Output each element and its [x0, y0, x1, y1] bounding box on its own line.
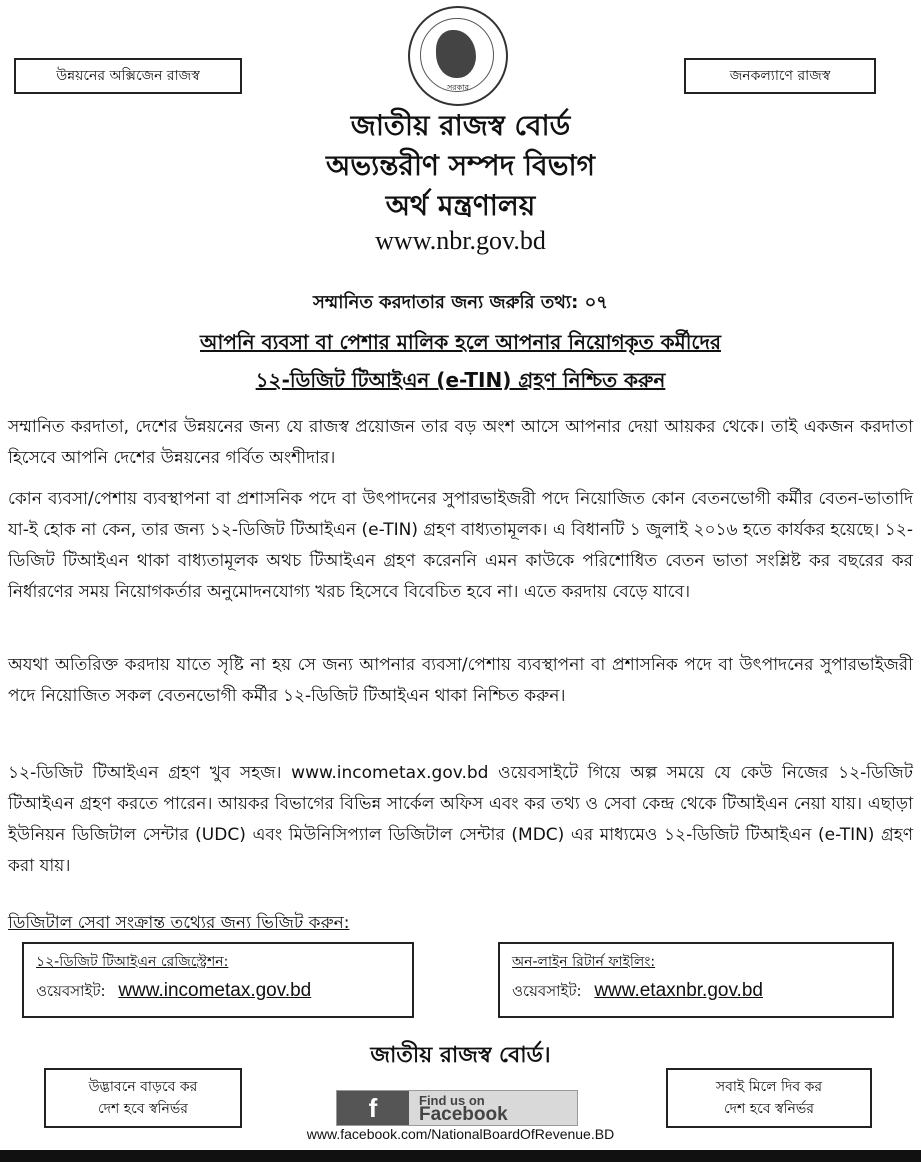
paragraph-3: অযথা অতিরিক্ত করদায় যাতে সৃষ্টি না হয় সে জন্য আপনার ব্যবসা/পেশায় ব্যবস্থাপনা বা প্রশাসনিক পদে বা উৎপাদনের সুপারভাইজরী পদে নিয়োজিত সকল বেতনভোগী কর্মীর ১২-ডিজিট টিআইএন থাকা নিশ্চিত করুন।	[8, 655, 913, 706]
facebook-url[interactable]: www.facebook.com/NationalBoardOfRevenue.BD	[306, 1126, 615, 1142]
emblem-ribbon-text: সরকার	[446, 83, 469, 92]
online-return-box	[498, 942, 894, 1018]
facebook-wordmark: Facebook	[419, 1104, 508, 1125]
footer-slogan-right	[666, 1068, 872, 1128]
government-emblem-icon	[408, 6, 508, 106]
paragraph-4: ১২-ডিজিট টিআইএন গ্রহণ খুব সহজ। www.incometax.gov.bd ওয়েবসাইটে গিয়ে অল্প সময়ে যে কেউ নিজের ১২-ডিজিট টিআইএন গ্রহণ করতে পারেন। আয়কর বিভাগের বিভিন্ন সার্কেল অফিস এবং কর তথ্য ও সেবা কেন্দ্র থেকে টিআইএন নেয়া যায়। এছাড়া ইউনিয়ন ডিজিটাল সেন্টার (UDC) এবং মিউনিসিপ্যাল ডিজিটাল সেন্টার (MDC) এর মাধ্যমেও ১২-ডিজিট টিআইএন (e-TIN) গ্রহণ করা যায়।	[8, 763, 913, 876]
etaxnbr-link[interactable]: www.etaxnbr.gov.bd	[594, 980, 763, 1001]
slogan-right-text: জনকল্যাণে রাজস্ব	[729, 68, 831, 84]
title-line-3: অর্থ মন্ত্রণালয়	[385, 189, 536, 222]
footer-slogan-left-1: উদ্ভাবনে বাড়বে কর	[88, 1079, 198, 1095]
slogan-left-text: উন্নয়নের অক্সিজেন রাজস্ব	[56, 68, 200, 84]
footer-slogan-left-2: দেশ হবে স্বনির্ভর	[97, 1101, 188, 1117]
online-return-site-label: ওয়েবসাইট:	[512, 982, 582, 1000]
bottom-border	[0, 1150, 921, 1162]
footer-slogan-left	[44, 1068, 242, 1128]
nbr-website[interactable]: www.nbr.gov.bd	[375, 226, 546, 255]
facebook-find-us: Find us on	[419, 1093, 485, 1108]
footer-slogan-right-1: সবাই মিলে দিব কর	[715, 1079, 823, 1095]
incometax-link[interactable]: www.incometax.gov.bd	[118, 980, 312, 1001]
title-line-2: অভ্যন্তরীণ সম্পদ বিভাগ	[326, 149, 595, 182]
footer-slogan-right-2: দেশ হবে স্বনির্ভর	[723, 1101, 814, 1117]
tin-registration-site-label: ওয়েবসাইট:	[36, 982, 106, 1000]
slogan-right-box	[684, 58, 876, 94]
footer-org-name: জাতীয় রাজস্ব বোর্ড।	[370, 1042, 551, 1068]
notice-subtitle-2: ১২-ডিজিট টিআইএন (e-TIN) গ্রহণ নিশ্চিত করুন	[255, 368, 666, 392]
tin-registration-label: ১২-ডিজিট টিআইএন রেজিস্ট্রেশন:	[36, 954, 229, 970]
notice-label: সম্মানিত করদাতার জন্য জরুরি তথ্য: ০৭	[312, 292, 609, 313]
paragraph-1: সম্মানিত করদাতা, দেশের উন্নয়নের জন্য যে রাজস্ব প্রয়োজন তার বড় অংশ আসে আপনার দেয়া আয়কর থেকে। তাই একজন করদাতা হিসেবে আপনি দেশের উন্নয়নের গর্বিত অংশীদার।	[8, 417, 913, 468]
tin-registration-box	[22, 942, 414, 1018]
notice-subtitle-1: আপনি ব্যবসা বা পেশার মালিক হলে আপনার নিয়োগকৃত কর্মীদের	[200, 330, 721, 354]
facebook-icon: f	[337, 1091, 409, 1125]
facebook-badge[interactable]	[336, 1090, 578, 1126]
visit-prompt: ডিজিটাল সেবা সংক্রান্ত তথ্যের জন্য ভিজিট করুন:	[8, 913, 350, 933]
paragraph-2: কোন ব্যবসা/পেশায় ব্যবস্থাপনা বা প্রশাসনিক পদে বা উৎপাদনের সুপারভাইজরী পদে নিয়োজিত কোন বেতনভোগী কর্মীর বেতন-ভাতাদি যা-ই হোক না কেন, তার জন্য ১২-ডিজিট টিআইএন (e-TIN) গ্রহণ বাধ্যতামূলক। এ বিধানটি ১ জুলাই ২০১৬ হতে কার্যকর হয়েছে। ১২-ডিজিট টিআইএন থাকা বাধ্যতামূলক অথচ টিআইএন গ্রহণ করেননি এমন কাউকে পরিশোধিত বেতন ভাতা সংশ্লিষ্ট কর বছরের কর নির্ধারণের সময় নিয়োগকর্তার অনুমোদনযোগ্য খরচ হিসেবে বিবেচিত হবে না। এতে করদায় বেড়ে যাবে।	[8, 489, 913, 602]
title-line-1: জাতীয় রাজস্ব বোর্ড	[350, 109, 571, 142]
slogan-left-box	[14, 58, 242, 94]
online-return-label: অন-লাইন রিটার্ন ফাইলিং:	[512, 954, 656, 970]
